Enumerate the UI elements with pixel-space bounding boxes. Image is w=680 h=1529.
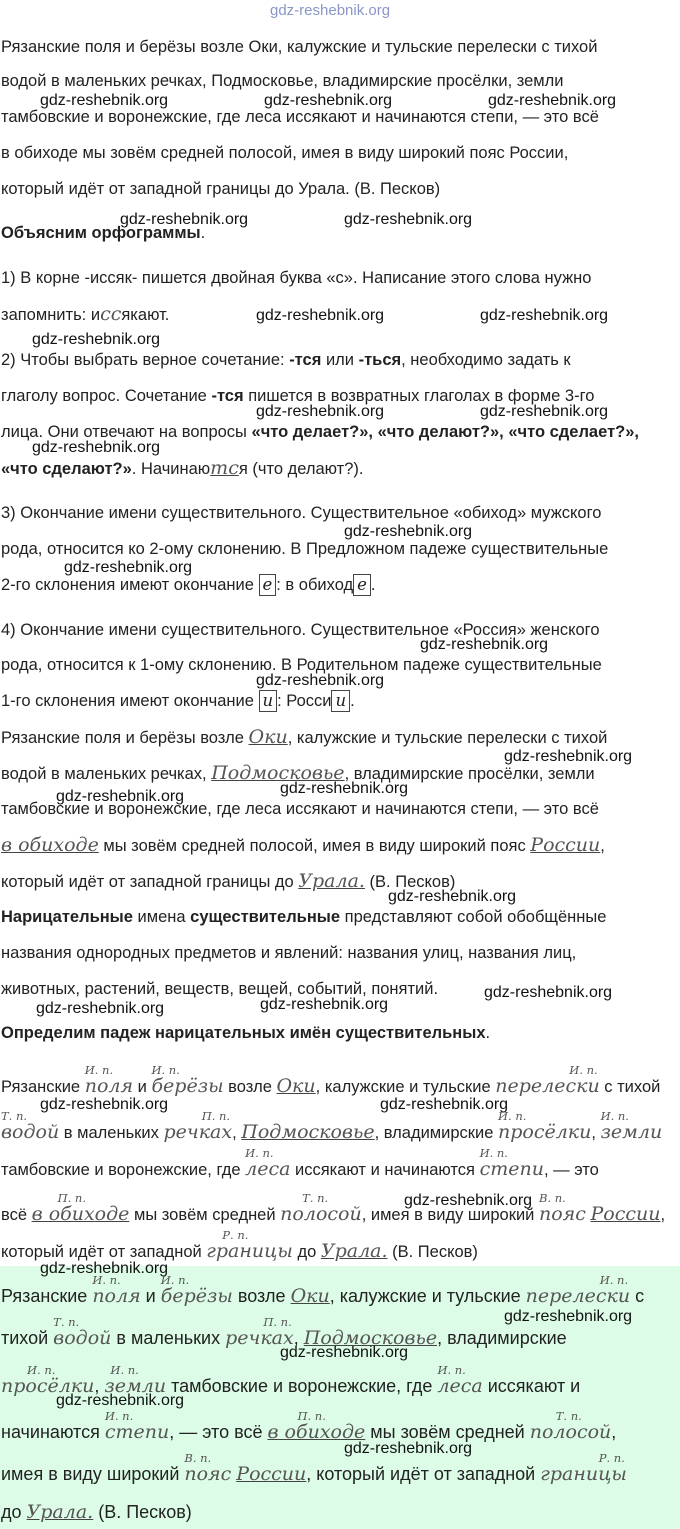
marked-word: пояс (184, 1463, 232, 1485)
text-line: Рязанские поля и берёзы возле Оки, калужские и тульские перелески с тихой (1, 38, 598, 56)
marked-word: земли (104, 1375, 167, 1397)
text: или (321, 351, 359, 369)
text: с тихой (599, 1078, 661, 1096)
text: . (370, 576, 376, 594)
text: , владимирские (374, 1124, 498, 1142)
text-line (1, 574, 376, 596)
marked-word: России (236, 1463, 307, 1485)
heading-text: Определим падеж нарицательных имён существительных (1, 1024, 486, 1042)
text: лица. Они отвечают на вопросы (1, 423, 252, 441)
text: якают. (121, 306, 170, 324)
text-line (1, 1273, 645, 1307)
text-line (1, 1063, 661, 1097)
text: , калужские и тульские перелески с тихой (287, 729, 608, 747)
text-line (1, 1451, 627, 1485)
text: который идёт от западной (1, 1243, 207, 1261)
marked-word: Оки (248, 726, 288, 748)
case-label: П. п. (297, 1409, 326, 1423)
text: и (133, 1078, 152, 1096)
text: (В. Песков) (364, 873, 456, 891)
watermark: gdz-reshebnik.org (256, 672, 385, 689)
text-line: животных, растений, веществ, вещей, событий, понятий. (1, 980, 439, 998)
marked-word: Подмосковье (303, 1327, 438, 1349)
case-label: Т. п. (53, 1315, 80, 1329)
text-line (1, 1228, 478, 1262)
watermark: gdz-reshebnik.org (56, 1392, 185, 1409)
watermark: gdz-reshebnik.org (256, 307, 385, 324)
marked-word: Подмосковье (211, 762, 345, 784)
watermark: gdz-reshebnik.org (484, 984, 613, 1001)
watermark: gdz-reshebnik.org (40, 1096, 169, 1113)
watermark: gdz-reshebnik.org (64, 559, 193, 576)
case-label: П. п. (201, 1109, 231, 1123)
text: иссякают и (482, 1376, 581, 1396)
text: иссякают и начинаются (290, 1161, 480, 1179)
watermark: gdz-reshebnik.org (40, 92, 169, 109)
text-line: названия однородных предметов и явлений: названия улиц, названия лиц, (1, 944, 577, 962)
watermark: gdz-reshebnik.org (344, 1440, 473, 1457)
text-line: 4) Окончание имени существительного. Существительное «Россия» женского (1, 621, 600, 639)
text-line (1, 907, 606, 927)
top-watermark: gdz-reshebnik.org (270, 2, 391, 19)
marked-word: Оки (276, 1075, 316, 1097)
text-line (1, 1315, 567, 1349)
watermark: gdz-reshebnik.org (380, 1096, 509, 1113)
marked-word: берёзы (151, 1075, 224, 1097)
text-line (1, 1409, 617, 1443)
text: (В. Песков) (387, 1243, 478, 1261)
text: глаголу вопрос. Сочетание (1, 387, 212, 405)
watermark: gdz-reshebnik.org (280, 780, 409, 797)
text-line (1, 304, 169, 325)
text-line (1, 727, 607, 748)
text: до (292, 1243, 321, 1261)
marked-word: речках (163, 1121, 233, 1143)
text: тамбовские и воронежские, где (166, 1376, 438, 1396)
text: , (232, 1124, 242, 1142)
text: представляют собой обобщённые (340, 908, 607, 926)
highlighted-letters: сс (100, 303, 122, 325)
text: мы зовём средней полосой, имея в виду широкий пояс (98, 837, 531, 855)
case-label: И. п. (151, 1063, 180, 1077)
text: в маленьких (111, 1328, 226, 1348)
marked-word: Оки (290, 1285, 330, 1307)
bold-text: существительные (190, 908, 341, 926)
text-line (1, 458, 363, 479)
marked-word: границы (206, 1240, 293, 1262)
text-line (1, 835, 605, 856)
case-label: В. п. (538, 1191, 566, 1205)
text-line: водой в маленьких речках, Подмосковье, владимирские просёлки, земли (1, 72, 564, 90)
marked-word: Урала. (26, 1501, 94, 1523)
text: в маленьких (59, 1124, 164, 1142)
watermark: gdz-reshebnik.org (344, 211, 473, 228)
text-line (1, 350, 571, 370)
marked-word: полосой (280, 1203, 362, 1225)
text: возле (232, 1286, 291, 1306)
marked-word: просёлки (1, 1375, 95, 1397)
text-line: 1) В корне -иссяк- пишется двойная буква «с». Написание этого слова нужно (1, 269, 592, 287)
text: , калужские и тульские (329, 1286, 526, 1306)
text: тихой (1, 1328, 54, 1348)
ending-box: е (353, 574, 371, 596)
text: , (293, 1328, 304, 1348)
text: : Росси (277, 692, 332, 710)
marked-word: поля (84, 1075, 134, 1097)
case-label: И. п. (84, 1063, 114, 1077)
case-label: Т. п. (555, 1409, 582, 1423)
text: , (591, 1124, 601, 1142)
watermark: gdz-reshebnik.org (256, 403, 385, 420)
case-label: И. п. (92, 1273, 121, 1287)
bold-text: -тся (211, 387, 244, 405)
highlighted-letters: тс (210, 457, 239, 479)
marked-word: в обиходе (267, 1421, 366, 1443)
text-line: тамбовские и воронежские, где леса иссякают и начинаются степи, — это всё (1, 800, 599, 818)
marked-word: берёзы (160, 1285, 233, 1307)
text-line (1, 422, 639, 442)
text: 2) Чтобы выбрать верное сочетание: (1, 351, 290, 369)
case-label: И. п. (569, 1063, 598, 1077)
case-label: И. п. (110, 1363, 139, 1377)
marked-word: границы (540, 1463, 627, 1485)
case-label: П. п. (263, 1315, 292, 1329)
watermark: gdz-reshebnik.org (120, 211, 249, 228)
section-heading (1, 223, 205, 243)
watermark: gdz-reshebnik.org (260, 996, 389, 1013)
text: имена (132, 908, 191, 926)
case-label: И. п. (104, 1409, 134, 1423)
case-label: И. п. (497, 1109, 527, 1123)
ending-box: и (331, 690, 350, 712)
text: 1-го склонения имеют окончание (1, 692, 259, 710)
marked-word: в обиходе (1, 834, 99, 856)
marked-word: в обиходе (31, 1203, 130, 1225)
text-line: рода, относится ко 2-ому склонению. В Предложном падеже существительные (1, 540, 609, 558)
text-line: который идёт от западной границы до Урала. (В. Песков) (1, 180, 441, 198)
marked-word: полосой (529, 1421, 612, 1443)
marked-word: России (530, 834, 601, 856)
watermark: gdz-reshebnik.org (404, 1192, 533, 1209)
marked-word: речках (225, 1327, 294, 1349)
text: Рязанские (1, 1286, 93, 1306)
bold-text: «что сделают?» (1, 460, 132, 478)
marked-word: России (590, 1203, 661, 1225)
text-line: тамбовские и воронежские, где леса иссякают и начинаются степи, — это всё (1, 108, 599, 126)
ending-box: е (259, 574, 277, 596)
marked-word: перелески (495, 1075, 600, 1097)
text-line (1, 1363, 581, 1397)
marked-word: Подмосковье (241, 1121, 375, 1143)
text-line (1, 871, 455, 892)
text: , имея в виду широкий (361, 1206, 539, 1224)
text: я (что делают?). (238, 460, 364, 478)
text: , необходимо задать к (401, 351, 571, 369)
bold-text: Нарицательные (1, 908, 133, 926)
watermark: gdz-reshebnik.org (32, 439, 161, 456)
marked-word: Урала. (298, 870, 365, 892)
watermark: gdz-reshebnik.org (480, 403, 609, 420)
text: мы зовём средней (365, 1422, 530, 1442)
text-line (1, 1502, 192, 1522)
text-line (1, 763, 595, 784)
marked-word: земли (600, 1121, 663, 1143)
text: , калужские и тульские (315, 1078, 496, 1096)
case-label: И. п. (600, 1109, 629, 1123)
watermark: gdz-reshebnik.org (480, 307, 609, 324)
text: . (350, 692, 355, 710)
marked-word: леса (245, 1158, 291, 1180)
case-label: Т. п. (1, 1109, 28, 1123)
watermark: gdz-reshebnik.org (36, 1000, 165, 1017)
text: запомнить: и (1, 306, 101, 324)
case-label: Т. п. (302, 1191, 329, 1205)
marked-word: просёлки (497, 1121, 592, 1143)
marked-word: Урала. (320, 1240, 388, 1262)
case-label: И. п. (479, 1146, 508, 1160)
case-label: В. п. (184, 1451, 212, 1465)
section-heading (1, 1023, 490, 1043)
text: пишется в возвратных глаголах в форме 3-го (243, 387, 595, 405)
heading-text: Объясним орфограммы (1, 224, 201, 242)
text: , — это (543, 1161, 599, 1179)
text: Рязанские поля и берёзы возле (1, 729, 249, 747)
ending-box: и (259, 690, 278, 712)
case-label: И. п. (245, 1146, 274, 1160)
watermark: gdz-reshebnik.org (264, 92, 393, 109)
text: . Начинаю (131, 460, 211, 478)
text: который идёт от западной границы до (1, 873, 299, 891)
text: начинаются (1, 1422, 105, 1442)
case-label: И. п. (27, 1363, 56, 1377)
text: имея в виду широкий (1, 1464, 185, 1484)
text: : в обиход (276, 576, 354, 594)
text: Рязанские (1, 1078, 85, 1096)
text: 2-го склонения имеют окончание (1, 576, 259, 594)
text: , (660, 1206, 666, 1224)
text-line: рода, относится к 1-ому склонению. В Родительном падеже существительные (1, 656, 602, 674)
case-label: Р. п. (598, 1451, 625, 1465)
text: , владимирские просёлки, земли (344, 765, 595, 783)
text: (В. Песков) (93, 1502, 192, 1522)
marked-word: леса (437, 1375, 483, 1397)
watermark: gdz-reshebnik.org (388, 888, 517, 905)
marked-word: степи (479, 1158, 544, 1180)
bold-text: «что делает?», «что делают?», «что сделает?», (251, 423, 639, 441)
watermark: gdz-reshebnik.org (488, 92, 617, 109)
marked-word: пояс (538, 1203, 586, 1225)
watermark: gdz-reshebnik.org (344, 523, 473, 540)
heading-period: . (200, 224, 206, 242)
heading-period: . (485, 1024, 491, 1042)
bold-text: -тся (289, 351, 322, 369)
text: , — это всё (169, 1422, 268, 1442)
text-line (1, 386, 594, 406)
text-line (1, 1109, 663, 1143)
text: до (1, 1502, 27, 1522)
text: и (140, 1286, 161, 1306)
text: мы зовём средней (129, 1206, 281, 1224)
marked-word: поля (92, 1285, 141, 1307)
text-line: в обиходе мы зовём средней полосой, имея в виду широкий пояс России, (1, 144, 569, 162)
watermark: gdz-reshebnik.org (56, 788, 185, 805)
text: с (630, 1286, 645, 1306)
text-line (1, 1146, 599, 1180)
marked-word: водой (1, 1121, 60, 1143)
case-label: И. п. (160, 1273, 190, 1287)
watermark: gdz-reshebnik.org (504, 748, 633, 765)
text: , (611, 1422, 617, 1442)
marked-word: степи (104, 1421, 170, 1443)
text: тамбовские и воронежские, где (1, 1161, 246, 1179)
text-line (1, 690, 355, 712)
text: , (94, 1376, 105, 1396)
text: водой в маленьких речках, (1, 765, 212, 783)
text: , владимирские (437, 1328, 567, 1348)
watermark: gdz-reshebnik.org (280, 1344, 409, 1361)
case-label: Р. п. (222, 1228, 249, 1242)
marked-word: водой (53, 1327, 112, 1349)
text: возле (223, 1078, 277, 1096)
watermark: gdz-reshebnik.org (504, 1308, 633, 1325)
case-label: И. п. (599, 1273, 629, 1287)
text-line: 3) Окончание имени существительного. Существительное «обиход» мужского (1, 504, 602, 522)
watermark: gdz-reshebnik.org (420, 636, 549, 653)
watermark: gdz-reshebnik.org (32, 331, 161, 348)
bold-text: -ться (358, 351, 402, 369)
text: , (600, 837, 605, 855)
case-label: П. п. (57, 1191, 86, 1205)
case-label: И. п. (437, 1363, 466, 1377)
text: всё (1, 1206, 32, 1224)
marked-word: перелески (525, 1285, 631, 1307)
watermark: gdz-reshebnik.org (40, 1260, 169, 1277)
text: , который идёт от западной (306, 1464, 541, 1484)
